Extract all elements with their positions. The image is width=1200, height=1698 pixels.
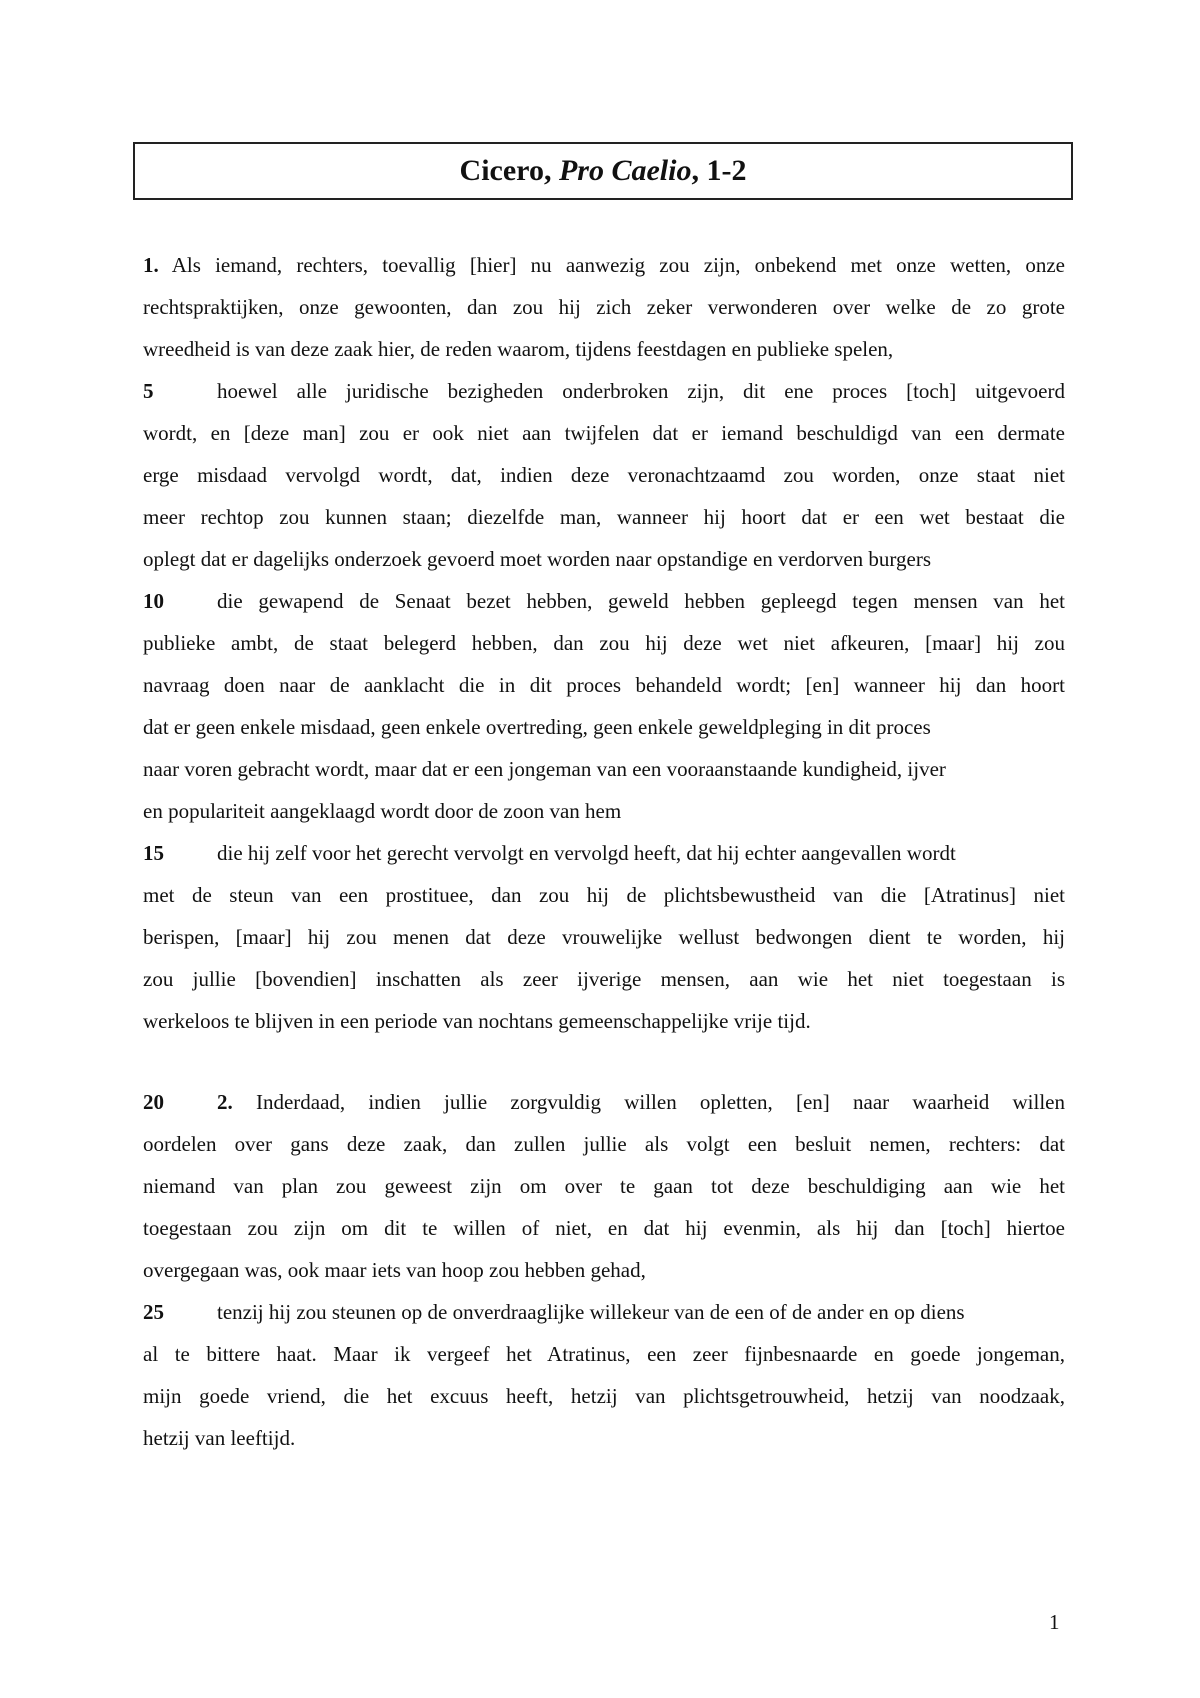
title-section: , 1-2 — [691, 154, 747, 187]
text-line: overgegaan was, ook maar iets van hoop zou hebben gehad, — [143, 1258, 646, 1282]
text-line: zou jullie [bovendien] inschatten als zeer ijverige mensen, aan wie het niet toegestaan is — [143, 967, 1065, 991]
text-line: 20 2. Inderdaad, indien jullie zorgvuldig willen opletten, [en] naar waarheid willen — [143, 1081, 1065, 1123]
line-number: 5 — [143, 379, 154, 403]
line-number: 15 — [143, 841, 164, 865]
text-line: oplegt dat er dagelijks onderzoek gevoerd moet worden naar opstandige en verdorven burgers — [143, 547, 932, 571]
text-line: erge misdaad vervolgd wordt, dat, indien deze veronachtzaamd zou worden, onze staat niet — [143, 463, 1065, 487]
text-line: werkeloos te blijven in een periode van nochtans gemeenschappelijke vrije tijd. — [143, 1009, 811, 1033]
text-line: berispen, [maar] hij zou menen dat deze vrouwelijke wellust bedwongen dient te worden, hij — [143, 925, 1065, 949]
text-line: meer rechtop zou kunnen staan; diezelfde man, wanneer hij hoort dat er een wet bestaat die — [143, 505, 1065, 529]
title-author: Cicero, — [459, 154, 559, 187]
text-line: hetzij van leeftijd. — [143, 1426, 296, 1450]
title-box — [133, 142, 1073, 200]
section-number: 1. — [143, 253, 159, 277]
paragraph-2 — [143, 1081, 1065, 1459]
text-line: navraag doen naar de aanklacht die in dit proces behandeld wordt; [en] wanneer hij dan hoort — [143, 673, 1065, 697]
text-line: en populariteit aangeklaagd wordt door de zoon van hem — [143, 799, 622, 823]
line-number: 10 — [143, 589, 164, 613]
text-line: toegestaan zou zijn om dit te willen of niet, en dat hij evenmin, als hij dan [toch] hiertoe — [143, 1216, 1065, 1240]
paragraph-1 — [143, 244, 1065, 1042]
text-line: wreedheid is van deze zaak hier, de reden waarom, tijdens feestdagen en publieke spelen, — [143, 337, 894, 361]
text-line: mijn goede vriend, die het excuus heeft, hetzij van plichtsgetrouwheid, hetzij van noodzaak, — [143, 1384, 1065, 1408]
text-line: 15 die hij zelf voor het gerecht vervolgt en vervolgd heeft, dat hij echter aangevallen wordt — [143, 832, 1065, 874]
text-line: 25 tenzij hij zou steunen op de onverdraaglijke willekeur van de een of de ander en op diens — [143, 1291, 1065, 1333]
text-line: met de steun van een prostituee, dan zou hij de plichtsbewustheid van die [Atratinus] niet — [143, 883, 1065, 907]
text-line: wordt, en [deze man] zou er ook niet aan twijfelen dat er iemand beschuldigd van een dermate — [143, 421, 1065, 445]
text-line: oordelen over gans deze zaak, dan zullen jullie als volgt een besluit nemen, rechters: dat — [143, 1132, 1065, 1156]
text-line: rechtspraktijken, onze gewoonten, dan zou hij zich zeker verwonderen over welke de zo grote — [143, 295, 1065, 319]
line-number: 20 — [143, 1090, 164, 1114]
section-number: 2. — [217, 1090, 233, 1114]
text-line: publieke ambt, de staat belegerd hebben, dan zou hij deze wet niet afkeuren, [maar] hij zou — [143, 631, 1065, 655]
text-line: al te bittere haat. Maar ik vergeef het Atratinus, een zeer fijnbesnaarde en goede jongeman, — [143, 1342, 1065, 1366]
text-line: dat er geen enkele misdaad, geen enkele overtreding, geen enkele geweldpleging in dit proces — [143, 715, 931, 739]
text-line: naar voren gebracht wordt, maar dat er een jongeman van een vooraanstaande kundigheid, ijver — [143, 757, 946, 781]
text-line: niemand van plan zou geweest zijn om over te gaan tot deze beschuldiging aan wie het — [143, 1174, 1065, 1198]
page-number: 1 — [1049, 1610, 1060, 1634]
text-line: 10 die gewapend de Senaat bezet hebben, geweld hebben gepleegd tegen mensen van het — [143, 580, 1065, 622]
text-line: 5 hoewel alle juridische bezigheden onderbroken zijn, dit ene proces [toch] uitgevoerd — [143, 370, 1065, 412]
line-number: 25 — [143, 1300, 164, 1324]
text-line: 1. Als iemand, rechters, toevallig [hier] nu aanwezig zou zijn, onbekend met onze wetten, onze — [143, 253, 1065, 277]
title-work: Pro Caelio — [558, 154, 692, 187]
